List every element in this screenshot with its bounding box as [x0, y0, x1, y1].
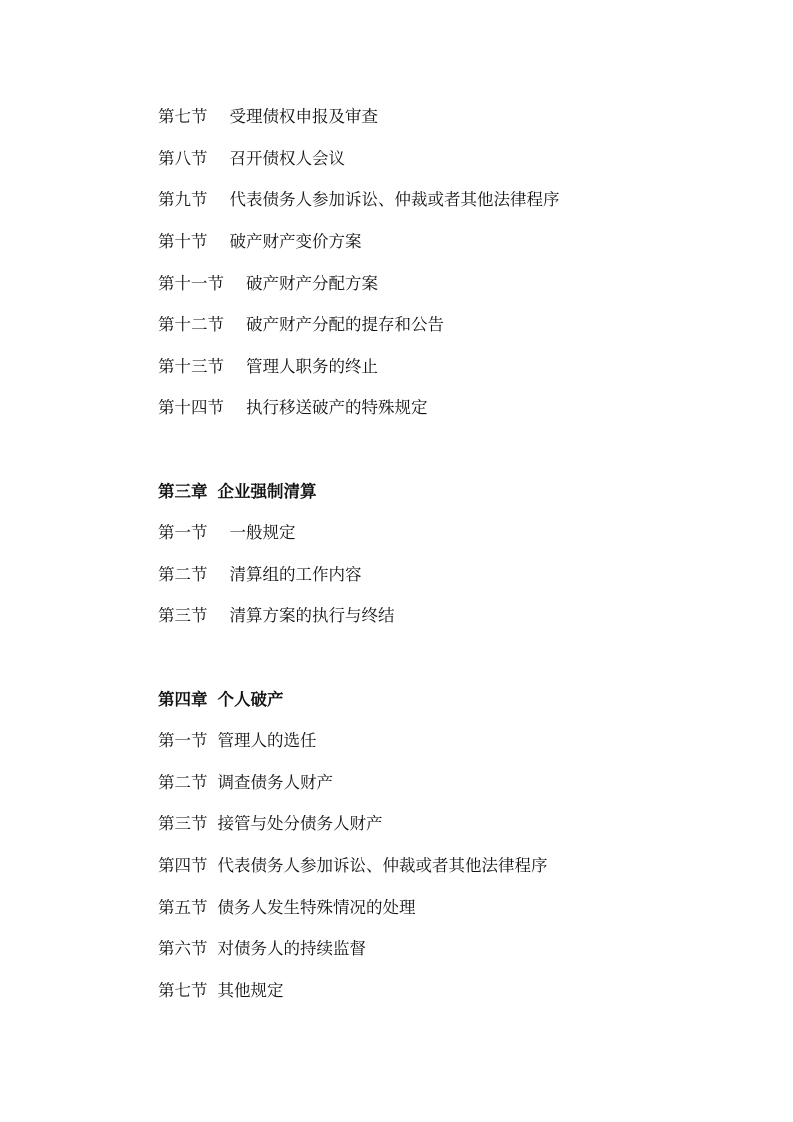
section-title: 执行移送破产的特殊规定 — [246, 398, 428, 417]
section-title: 破产财产分配方案 — [246, 274, 378, 293]
section-number: 第四节 — [158, 856, 208, 875]
section-title: 一般规定 — [229, 523, 296, 542]
toc-item[interactable] — [158, 896, 416, 920]
section-title: 召开债权人会议 — [229, 149, 345, 168]
section-title: 清算组的工作内容 — [229, 565, 362, 584]
section-title: 清算方案的执行与终结 — [229, 606, 395, 625]
toc-item[interactable] — [158, 771, 333, 795]
section-number: 第十三节 — [158, 357, 224, 376]
section-title: 接管与处分债务人财产 — [217, 814, 383, 833]
section-number: 第二节 — [158, 565, 208, 584]
toc-item[interactable] — [158, 272, 378, 296]
section-title: 代表债务人参加诉讼、仲裁或者其他法律程序 — [217, 856, 548, 875]
section-number: 第十一节 — [158, 274, 224, 293]
toc-item[interactable] — [158, 313, 444, 337]
toc-item[interactable] — [158, 812, 383, 836]
section-number: 第十四节 — [158, 398, 224, 417]
section-number: 第一节 — [158, 523, 208, 542]
toc-item[interactable] — [158, 854, 548, 878]
section-title: 破产财产变价方案 — [229, 232, 362, 251]
toc-item[interactable] — [158, 979, 284, 1003]
chapter-number: 第三章 — [158, 482, 208, 501]
toc-item[interactable] — [158, 396, 428, 420]
section-title: 管理人职务的终止 — [246, 357, 378, 376]
section-title: 受理债权申报及审查 — [229, 107, 378, 126]
section-title: 破产财产分配的提存和公告 — [246, 315, 444, 334]
section-title: 调查债务人财产 — [217, 773, 333, 792]
section-number: 第五节 — [158, 898, 208, 917]
toc-item[interactable] — [158, 937, 366, 961]
toc-item[interactable] — [158, 604, 395, 628]
section-number: 第三节 — [158, 606, 208, 625]
toc-item[interactable] — [158, 105, 378, 129]
section-number: 第六节 — [158, 939, 208, 958]
toc-item[interactable] — [158, 563, 362, 587]
section-number: 第九节 — [158, 190, 208, 209]
section-number: 第十二节 — [158, 315, 224, 334]
section-title: 其他规定 — [217, 981, 284, 1000]
toc-item[interactable] — [158, 521, 296, 545]
section-number: 第二节 — [158, 773, 208, 792]
section-number: 第十节 — [158, 232, 208, 251]
chapter-heading[interactable] — [158, 480, 317, 504]
toc-item[interactable] — [158, 355, 378, 379]
chapter-title: 企业强制清算 — [217, 482, 317, 501]
section-title: 管理人的选任 — [217, 731, 317, 750]
section-title: 债务人发生特殊情况的处理 — [217, 898, 416, 917]
toc-item[interactable] — [158, 147, 345, 171]
toc-item[interactable] — [158, 230, 362, 254]
toc-item[interactable] — [158, 188, 560, 212]
section-number: 第一节 — [158, 731, 208, 750]
section-title: 对债务人的持续监督 — [217, 939, 366, 958]
chapter-number: 第四章 — [158, 690, 208, 709]
section-number: 第七节 — [158, 981, 208, 1000]
section-number: 第七节 — [158, 107, 208, 126]
section-number: 第三节 — [158, 814, 208, 833]
chapter-heading[interactable] — [158, 688, 284, 712]
chapter-title: 个人破产 — [217, 690, 284, 709]
section-title: 代表债务人参加诉讼、仲裁或者其他法律程序 — [229, 190, 560, 209]
section-number: 第八节 — [158, 149, 208, 168]
toc-item[interactable] — [158, 729, 317, 753]
